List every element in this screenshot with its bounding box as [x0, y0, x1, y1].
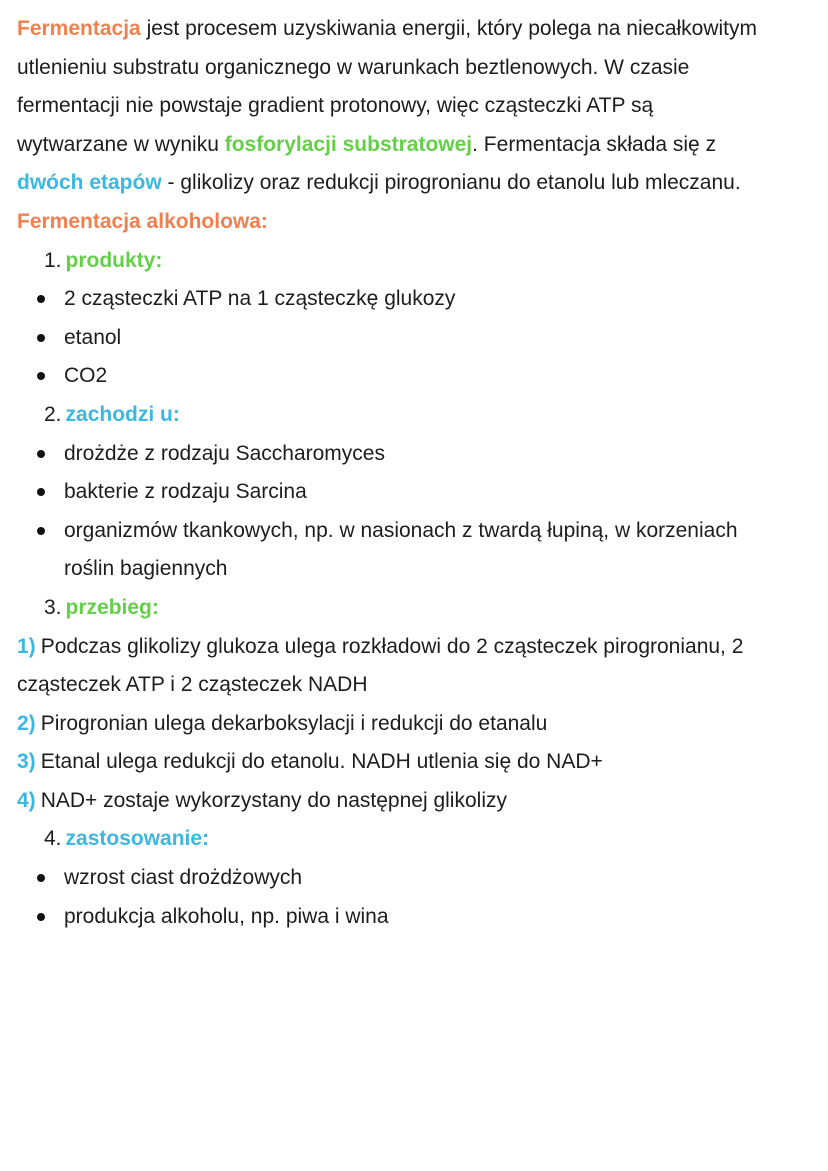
course-step-continuation: cząsteczek ATP i 2 cząsteczek NADH [17, 673, 368, 697]
section-title: Fermentacja alkoholowa: [17, 209, 268, 233]
bullet-icon [37, 295, 45, 303]
step-text: Etanal ulega redukcji do etanolu. NADH utlenia się do NAD+ [40, 750, 603, 774]
products-heading [0, 242, 828, 281]
step-number: 3) [17, 750, 36, 774]
intro-text: jest procesem uzyskiwania energii, który polega na niecałkowitym [140, 17, 758, 40]
intro-line-3: fermentacji nie powstaje gradient protonowy, więc cząsteczki ATP są [17, 94, 654, 118]
usage-heading-label: zastosowanie: [65, 827, 210, 851]
bullet-icon [37, 874, 45, 882]
bullet-icon [37, 334, 45, 342]
list-item [0, 898, 828, 937]
list-item-text: produkcja alkoholu, np. piwa i wina [64, 904, 389, 928]
list-item [0, 280, 828, 319]
list-item [0, 319, 828, 358]
course-heading-label: przebieg: [65, 595, 159, 619]
intro-text: - glikolizy oraz redukcji pirogronianu do etanolu lub mleczanu. [161, 171, 741, 195]
step-number: 1) [17, 634, 36, 658]
step-text: NAD+ zostaje wykorzystany do następnej glikolizy [40, 788, 507, 812]
intro-line-5 [0, 164, 828, 203]
intro-line-4 [0, 126, 828, 165]
list-number: 3. [44, 595, 62, 619]
intro-line-1 [0, 10, 828, 49]
list-item-text: organizmów tkankowych, np. w nasionach z twardą łupiną, w korzeniach [64, 518, 738, 542]
list-item-continuation: roślin bagiennych [64, 557, 228, 581]
step-text: Pirogronian ulega dekarboksylacji i redukcji do etanalu [40, 711, 548, 735]
bullet-icon [37, 913, 45, 921]
two-stages-term: dwóch etapów [17, 171, 162, 195]
bullet-icon [37, 527, 45, 535]
substrate-phosphorylation-term: fosforylacji substratowej [224, 132, 473, 156]
list-item-text: CO2 [64, 364, 108, 388]
intro-text: wytwarzane w wyniku [17, 132, 225, 156]
list-number: 4. [44, 827, 62, 851]
products-heading-label: produkty: [65, 248, 163, 272]
list-item-text: 2 cząsteczki ATP na 1 cząsteczkę glukozy [64, 287, 456, 311]
course-step [0, 782, 828, 821]
bullet-icon [37, 450, 45, 458]
list-item [0, 435, 828, 474]
list-item-text: drożdże z rodzaju Saccharomyces [64, 441, 385, 465]
usage-heading [0, 820, 828, 859]
fermentation-term: Fermentacja [17, 17, 141, 40]
intro-line-2: utlenieniu substratu organicznego w warunkach beztlenowych. W czasie [17, 55, 690, 79]
document-page [0, 10, 828, 936]
list-item [0, 357, 828, 396]
list-item-text: bakterie z rodzaju Sarcina [64, 480, 307, 504]
list-item [0, 473, 828, 512]
course-step [0, 743, 828, 782]
step-text: Podczas glikolizy glukoza ulega rozkładowi do 2 cząsteczek pirogronianu, 2 [40, 634, 744, 658]
step-number: 4) [17, 788, 36, 812]
course-step [0, 628, 828, 667]
step-number: 2) [17, 711, 36, 735]
intro-text: . Fermentacja składa się z [472, 132, 717, 156]
list-item-text: etanol [64, 325, 122, 349]
list-item-text: wzrost ciast drożdżowych [64, 866, 303, 890]
list-item [0, 512, 828, 551]
list-item [0, 859, 828, 898]
course-heading [0, 589, 828, 628]
list-number: 2. [44, 402, 62, 426]
bullet-icon [37, 488, 45, 496]
course-step [0, 705, 828, 744]
bullet-icon [37, 372, 45, 380]
occurs-heading-label: zachodzi u: [65, 402, 180, 426]
occurs-heading [0, 396, 828, 435]
list-number: 1. [44, 248, 62, 272]
